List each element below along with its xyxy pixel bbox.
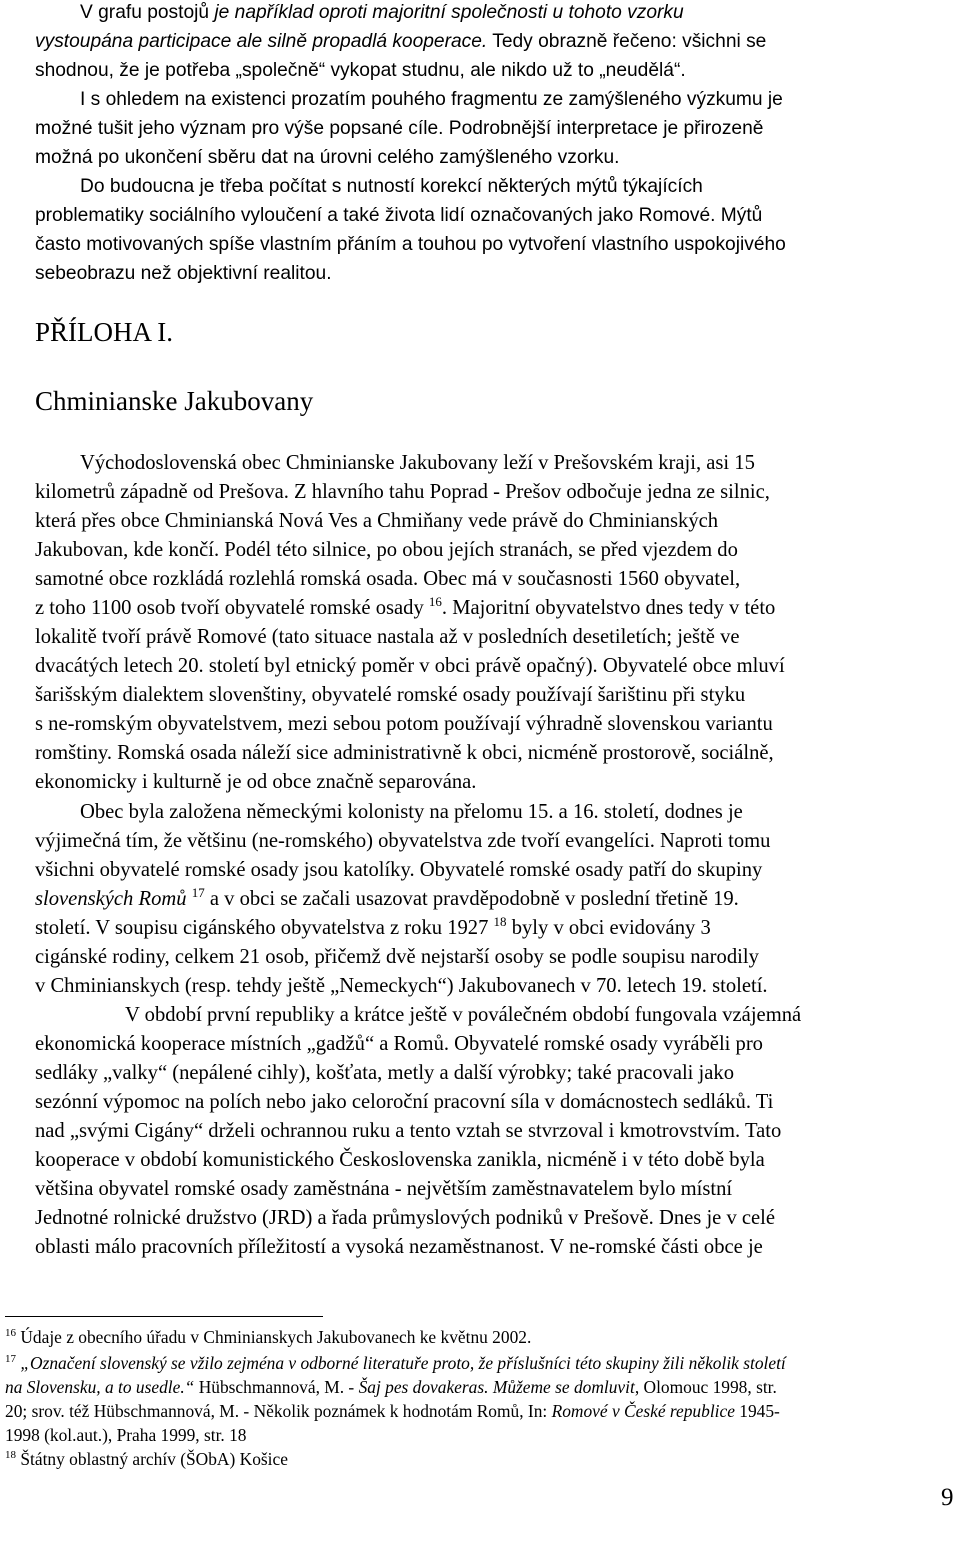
text-line: Obec byla založena německými kolonisty na přelomu 15. a 16. století, dodnes je — [80, 801, 743, 823]
text-line: slovenských Romů $^{17}$ a v obci se začali usazovat pravděpodobně v poslední třetině 19. — [35, 885, 739, 910]
section-heading: Chminianske Jakubovany — [35, 386, 314, 416]
text-line: vystoupána participace ale silně propadlá kooperace. Tedy obrazně řečeno: všichni se — [35, 31, 767, 52]
text-line: výjimečná tím, že většinu (ne-romského) obyvatelstva zde tvoří evangelíci. Naproti tomu — [35, 830, 771, 852]
text-line: Jakubovan, kde končí. Podél této silnice, po obou jejích stranách, se před vjezdem do — [35, 539, 738, 561]
footnote: 20; srov. též Hübschmannová, M. - Několik poznámek k hodnotám Romů, In: Romové v České republice 1945- — [5, 1401, 780, 1421]
text-line: V grafu postojů je například oproti majoritní společnosti u tohoto vzorku — [80, 2, 684, 23]
text-line: Jednotné rolnické družstvo (JRD) a řada průmyslových podniků v Prešově. Dnes je v celé — [35, 1207, 776, 1229]
text-line: všichni obyvatelé romské osady jsou katolíky. Obyvatelé romské osady patří do skupiny — [35, 859, 763, 881]
text-line: V období první republiky a krátce ještě v poválečném období fungovala vzájemná — [125, 1004, 802, 1026]
text-line: století. V soupisu cigánského obyvatelstva z roku 1927 $^{18}$ byly v obci evidovány 3 — [35, 914, 711, 939]
text-line: sedláky „valky“ (nepálené cihly), košťata, metly a další výrobky; také pracovali jako — [35, 1062, 735, 1084]
text-line: kilometrů západně od Prešova. Z hlavního tahu Poprad - Prešov odbočuje jedna ze silnic, — [35, 481, 770, 503]
text-line: shodnou, že je potřeba „společně“ vykopat studnu, ale nikdo už to „neudělá“. — [35, 60, 686, 81]
text-line: samotné obce rozkládá rozlehlá romská osada. Obec má v současnosti 1560 obyvatel, — [35, 568, 741, 590]
text-line: oblasti málo pracovních příležitostí a vysoká nezaměstnanost. V ne-romské části obce je — [35, 1236, 763, 1258]
footnote: $^{17}$ „Označení slovenský se vžilo zejména v odborné literatuře proto, že příslušníci této skupiny žili několik století — [5, 1353, 786, 1373]
footnote: $^{18}$ Štátny oblastný archív (ŠObA) Košice — [5, 1449, 288, 1469]
text-line: možná po ukončení sběru dat na úrovni celého zamýšleného vzorku. — [35, 147, 620, 168]
text-line: kooperace v období komunistického Československa zanikla, nicméně i v této době byla — [35, 1149, 765, 1171]
text-line: většina obyvatel romské osady zaměstnána - největším zaměstnavatelem bylo místní — [35, 1178, 733, 1200]
text-line: cigánské rodiny, celkem 21 osob, přičemž dvě nejstarší osoby se podle soupisu narodily — [35, 946, 759, 968]
text-line: lokalitě tvoří právě Romové (tato situace nastala až v posledních desetiletích; ještě ve — [35, 626, 740, 648]
footnote: na Slovensku, a to usedle.“ Hübschmannová, M. - Šaj pes dovakeras. Můžeme se domluvit, Olomouc 1998, str. — [5, 1377, 777, 1397]
text-line: z toho 1100 osob tvoří obyvatelé romské osady $^{16}$. Majoritní obyvatelstvo dnes tedy v této — [35, 594, 776, 619]
text-line: I s ohledem na existenci prozatím pouhého fragmentu ze zamýšleného výzkumu je — [80, 89, 783, 110]
text-line: s ne-romským obyvatelstvem, mezi sebou potom používají výhradně slovenskou variantu — [35, 713, 773, 735]
text-line: ekonomicky i kulturně je od obce značně separována. — [35, 771, 477, 793]
text-line: Východoslovenská obec Chminianske Jakubovany leží v Prešovském kraji, asi 15 — [80, 452, 755, 474]
text-line: problematiky sociálního vyloučení a také života lidí označovaných jako Romové. Mýtů — [35, 205, 763, 226]
footnote: $^{16}$ Údaje z obecního úřadu v Chminianskych Jakubovanech ke květnu 2002. — [5, 1327, 532, 1347]
text-line: sebeobrazu než objektivní realitou. — [35, 263, 332, 284]
text-line: dvacátých letech 20. století byl etnický poměr v obci právě opačný). Obyvatelé obce mluví — [35, 655, 785, 677]
appendix-heading: PŘÍLOHA I. — [35, 317, 174, 347]
text-line: nad „svými Cigány“ drželi ochrannou ruku a tento vztah se stvrzoval i kmotrovstvím. Tato — [35, 1120, 782, 1142]
text-line: sezónní výpomoc na polích nebo jako celoroční pracovní síla v domácnostech sedláků. Ti — [35, 1091, 774, 1113]
text-line: romštiny. Romská osada náleží sice administrativně k obci, nicméně prostorově, sociálně, — [35, 742, 774, 764]
text-line: často motivovaných spíše vlastním přáním a touhou po vytvoření vlastního uspokojivého — [35, 234, 786, 255]
page-number: 9 — [941, 1484, 954, 1511]
footnote: 1998 (kol.aut.), Praha 1999, str. 18 — [5, 1425, 247, 1445]
text-line: v Chminianskych (resp. tehdy ještě „Nemeckych“) Jakubovanech v 70. letech 19. století. — [35, 975, 768, 997]
text-line: která přes obce Chminianská Nová Ves a Chmiňany vede právě do Chminianských — [35, 510, 719, 532]
text-line: Do budoucna je třeba počítat s nutností korekcí některých mýtů týkajících — [80, 176, 703, 197]
footnote-separator — [5, 1316, 323, 1317]
text-line: ekonomická kooperace místních „gadžů“ a Romů. Obyvatelé romské osady vyráběli pro — [35, 1033, 763, 1055]
text-line: šarišským dialektem slovenštiny, obyvatelé romské osady používají šarištinu při styku — [35, 684, 746, 706]
text-line: možné tušit jeho význam pro výše popsané cíle. Podrobnější interpretace je přirozeně — [35, 118, 764, 139]
